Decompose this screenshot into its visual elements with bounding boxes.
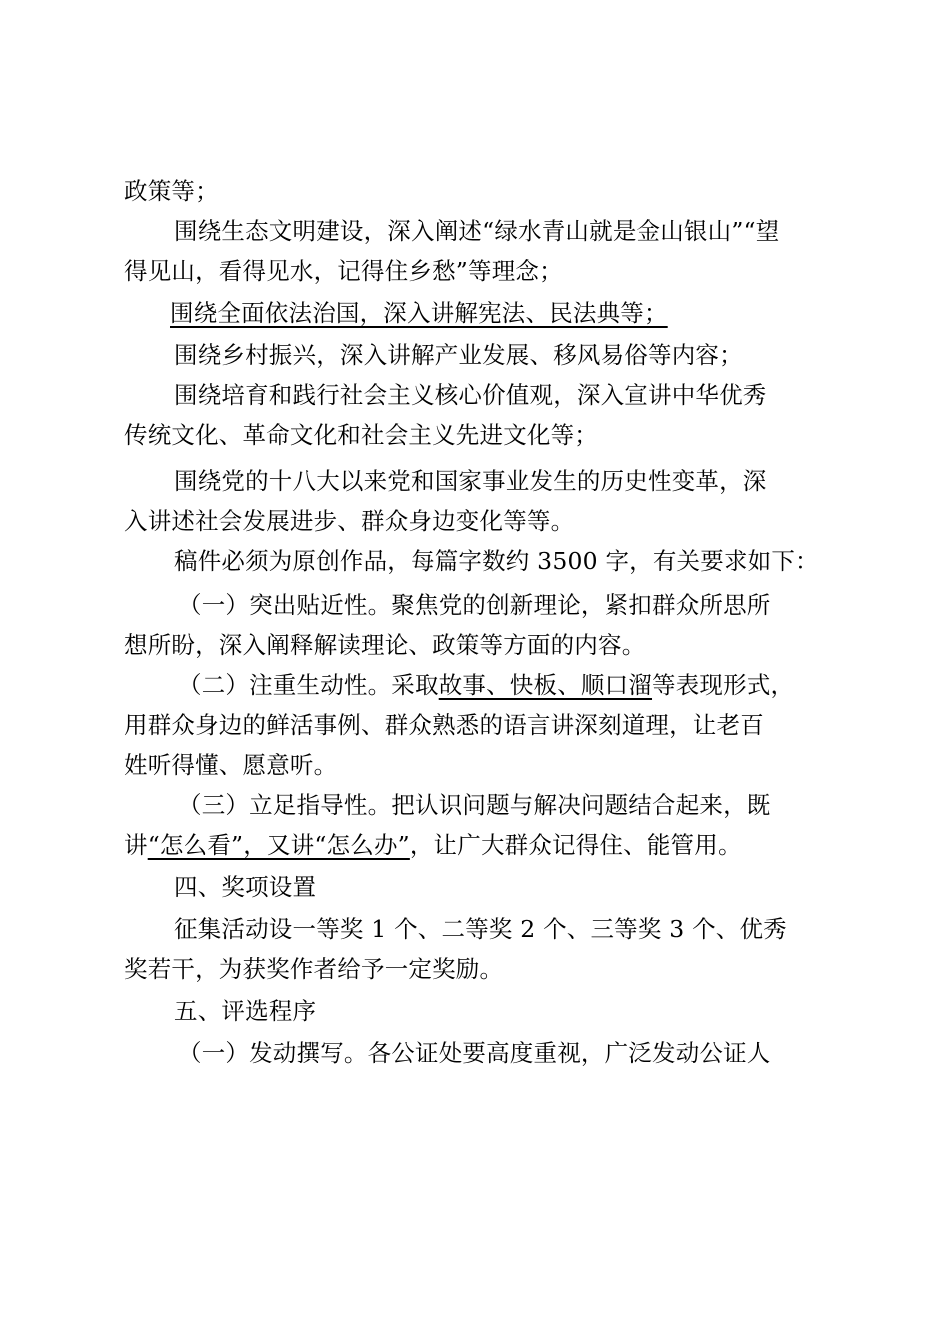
text-line-2: 围绕生态文明建设，深入阐述“绿水青山就是金山银山”“望: [174, 217, 780, 245]
text-line-4-underlined: 围绕全面依法治国，深入讲解宪法、民法典等；: [170, 299, 668, 327]
text-line-7: 传统文化、革命文化和社会主义先进文化等；: [124, 421, 598, 449]
text-line-19: 征集活动设一等奖 1 个、二等奖 2 个、三等奖 3 个、优秀: [174, 915, 787, 943]
text-line-17-after: ，让广大群众记得住、能管用。: [409, 831, 742, 859]
text-line-17: [124, 830, 742, 860]
text-line-17-before: 讲: [124, 831, 148, 859]
text-line-9: 入讲述社会发展进步、群众身边变化等等。: [124, 507, 575, 535]
text-line-15: 姓听得懂、愿意听。: [124, 751, 338, 779]
section-heading-procedure: 五、评选程序: [174, 997, 317, 1025]
text-line-1: 政策等；: [124, 177, 219, 205]
text-line-11: （一）突出贴近性。聚焦党的创新理论，紧扣群众所思所: [178, 591, 771, 619]
text-line-13-after: 等表现形式，: [652, 671, 795, 699]
text-line-14: 用群众身边的鲜活事例、群众熟悉的语言讲深刻道理，让老百: [124, 711, 764, 739]
text-line-13-underlined: 故事、快板、顺口溜: [438, 671, 653, 699]
text-line-6: 围绕培育和践行社会主义核心价值观，深入宣讲中华优秀: [174, 381, 767, 409]
section-heading-awards: 四、奖项设置: [174, 873, 317, 901]
text-line-13-before: （二）注重生动性。采取: [178, 671, 439, 699]
text-line-10: 稿件必须为原创作品，每篇字数约 3500 字，有关要求如下：: [174, 547, 819, 575]
text-line-12: 想所盼，深入阐释解读理论、政策等方面的内容。: [124, 631, 646, 659]
text-line-16: （三）立足指导性。把认识问题与解决问题结合起来，既: [178, 791, 771, 819]
text-line-13: [178, 670, 794, 700]
text-line-22: （一）发动撰写。各公证处要高度重视，广泛发动公证人: [178, 1039, 771, 1067]
text-line-17-underlined: “怎么看”，又讲“怎么办”: [147, 831, 410, 859]
text-line-8: 围绕党的十八大以来党和国家事业发生的历史性变革，深: [174, 467, 767, 495]
text-line-5: 围绕乡村振兴，深入讲解产业发展、移风易俗等内容；: [174, 341, 743, 369]
text-line-3: 得见山，看得见水，记得住乡愁”等理念；: [124, 257, 563, 285]
text-line-20: 奖若干，为获奖作者给予一定奖励。: [124, 955, 504, 983]
